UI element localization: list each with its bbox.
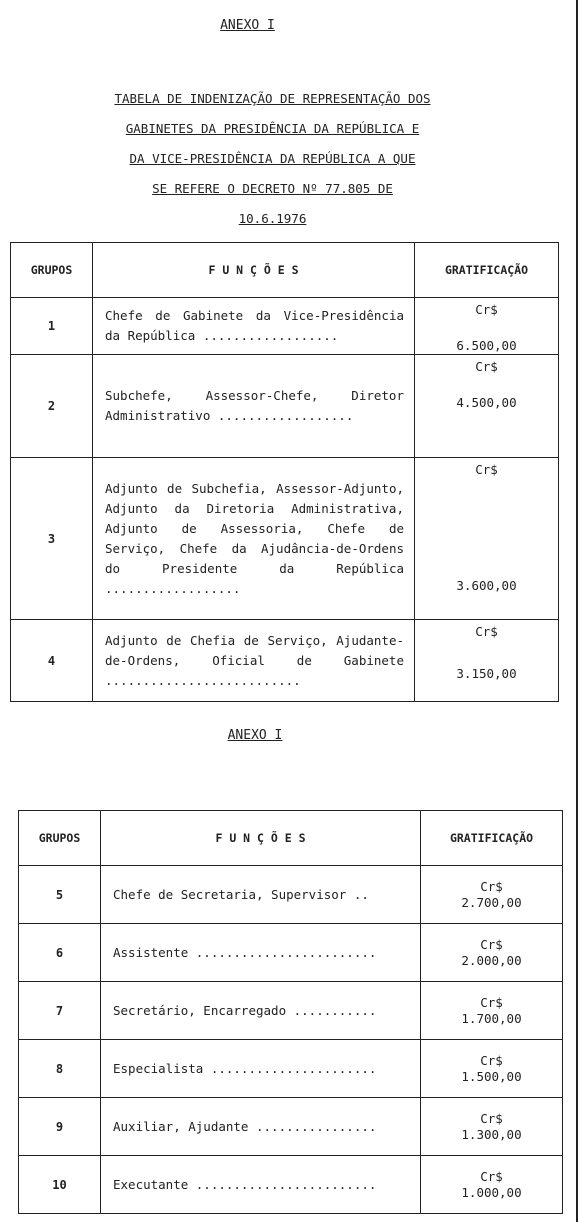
grupo-cell: 4 — [11, 620, 93, 702]
column-header-gratificacao: GRATIFICAÇÃO — [415, 243, 559, 298]
value-label: 4.500,00 — [456, 395, 517, 410]
grupo-cell: 5 — [19, 866, 101, 924]
currency-label: Cr$ — [475, 302, 498, 317]
column-header-funcoes: F U N Ç Õ E S — [101, 811, 421, 866]
table-row — [19, 1098, 563, 1156]
currency-label: Cr$ — [480, 1168, 503, 1184]
currency-label: Cr$ — [480, 1052, 503, 1068]
funcao-cell: Executante ........................ — [101, 1156, 421, 1214]
grupo-cell: 2 — [11, 355, 93, 458]
funcao-cell: Chefe de Gabinete da Vice-Presidência da República .................. — [93, 298, 415, 355]
table-row — [11, 458, 559, 620]
table-row — [19, 924, 563, 982]
column-header-grupos: GRUPOS — [11, 243, 93, 298]
value-label: 1.500,00 — [461, 1068, 522, 1084]
table-row — [11, 298, 559, 355]
funcao-cell: Adjunto de Chefia de Serviço, Ajudante-de-Ordens, Oficial de Gabinete .......................... — [93, 620, 415, 702]
currency-label: Cr$ — [475, 624, 498, 639]
gratificacao-cell — [421, 866, 563, 924]
gratificacao-cell — [421, 1040, 563, 1098]
table-row — [19, 866, 563, 924]
grupo-cell: 6 — [19, 924, 101, 982]
currency-label: Cr$ — [475, 359, 498, 374]
funcao-cell: Subchefe, Assessor-Chefe, Diretor Administrativo .................. — [93, 355, 415, 458]
table-row — [11, 620, 559, 702]
table-row — [11, 355, 559, 458]
currency-label: Cr$ — [475, 462, 498, 477]
value-label: 6.500,00 — [456, 338, 517, 353]
gratificacao-cell — [421, 1156, 563, 1214]
document-heading — [90, 84, 455, 234]
grupo-cell: 8 — [19, 1040, 101, 1098]
gratificacao-cell — [415, 620, 559, 702]
table-header-row — [19, 811, 563, 866]
heading-line: SE REFERE O DECRETO Nº 77.805 DE — [152, 181, 393, 196]
funcao-cell: Adjunto de Subchefia, Assessor-Adjunto, Adjunto da Diretoria Administrativa, Adjunto de Assessoria, Chefe de Serviço, Chefe da Ajudância-de-Ordens do Presidente da República .................. — [93, 458, 415, 620]
value-label: 3.600,00 — [456, 578, 517, 593]
column-header-funcoes: F U N Ç Õ E S — [93, 243, 415, 298]
column-header-grupos: GRUPOS — [19, 811, 101, 866]
heading-line: 10.6.1976 — [238, 211, 307, 226]
gratificacao-cell — [415, 458, 559, 620]
gratificacao-cell — [421, 924, 563, 982]
annex-title: ANEXO I — [220, 18, 275, 33]
heading-line: TABELA DE INDENIZAÇÃO DE REPRESENTAÇÃO DOS — [114, 91, 431, 106]
funcao-cell: Assistente ........................ — [101, 924, 421, 982]
value-label: 2.700,00 — [461, 894, 522, 910]
value-label: 1.000,00 — [461, 1184, 522, 1200]
table-header-row — [11, 243, 559, 298]
funcao-cell: Secretário, Encarregado ........... — [101, 982, 421, 1040]
annex-title-2: ANEXO I — [227, 728, 283, 743]
grupo-cell: 1 — [11, 298, 93, 355]
grupo-cell: 10 — [19, 1156, 101, 1214]
gratificacao-cell — [421, 982, 563, 1040]
gratification-table-1 — [10, 242, 559, 702]
column-header-gratificacao: GRATIFICAÇÃO — [421, 811, 563, 866]
currency-label: Cr$ — [480, 994, 503, 1010]
gratificacao-cell — [415, 355, 559, 458]
grupo-cell: 7 — [19, 982, 101, 1040]
funcao-cell: Especialista ...................... — [101, 1040, 421, 1098]
table-row — [19, 1156, 563, 1214]
gratificacao-cell — [415, 298, 559, 355]
currency-label: Cr$ — [480, 878, 503, 894]
value-label: 3.150,00 — [456, 666, 517, 681]
table-row — [19, 1040, 563, 1098]
page-edge-line — [576, 0, 578, 1222]
grupo-cell: 3 — [11, 458, 93, 620]
heading-line: GABINETES DA PRESIDÊNCIA DA REPÚBLICA E — [125, 121, 420, 136]
grupo-cell: 9 — [19, 1098, 101, 1156]
value-label: 1.300,00 — [461, 1126, 522, 1142]
funcao-cell: Chefe de Secretaria, Supervisor .. — [101, 866, 421, 924]
funcao-cell: Auxiliar, Ajudante ................ — [101, 1098, 421, 1156]
value-label: 1.700,00 — [461, 1010, 522, 1026]
currency-label: Cr$ — [480, 936, 503, 952]
value-label: 2.000,00 — [461, 952, 522, 968]
heading-line: DA VICE-PRESIDÊNCIA DA REPÚBLICA A QUE — [129, 151, 416, 166]
gratification-table-2 — [18, 810, 563, 1214]
gratificacao-cell — [421, 1098, 563, 1156]
currency-label: Cr$ — [480, 1110, 503, 1126]
table-row — [19, 982, 563, 1040]
